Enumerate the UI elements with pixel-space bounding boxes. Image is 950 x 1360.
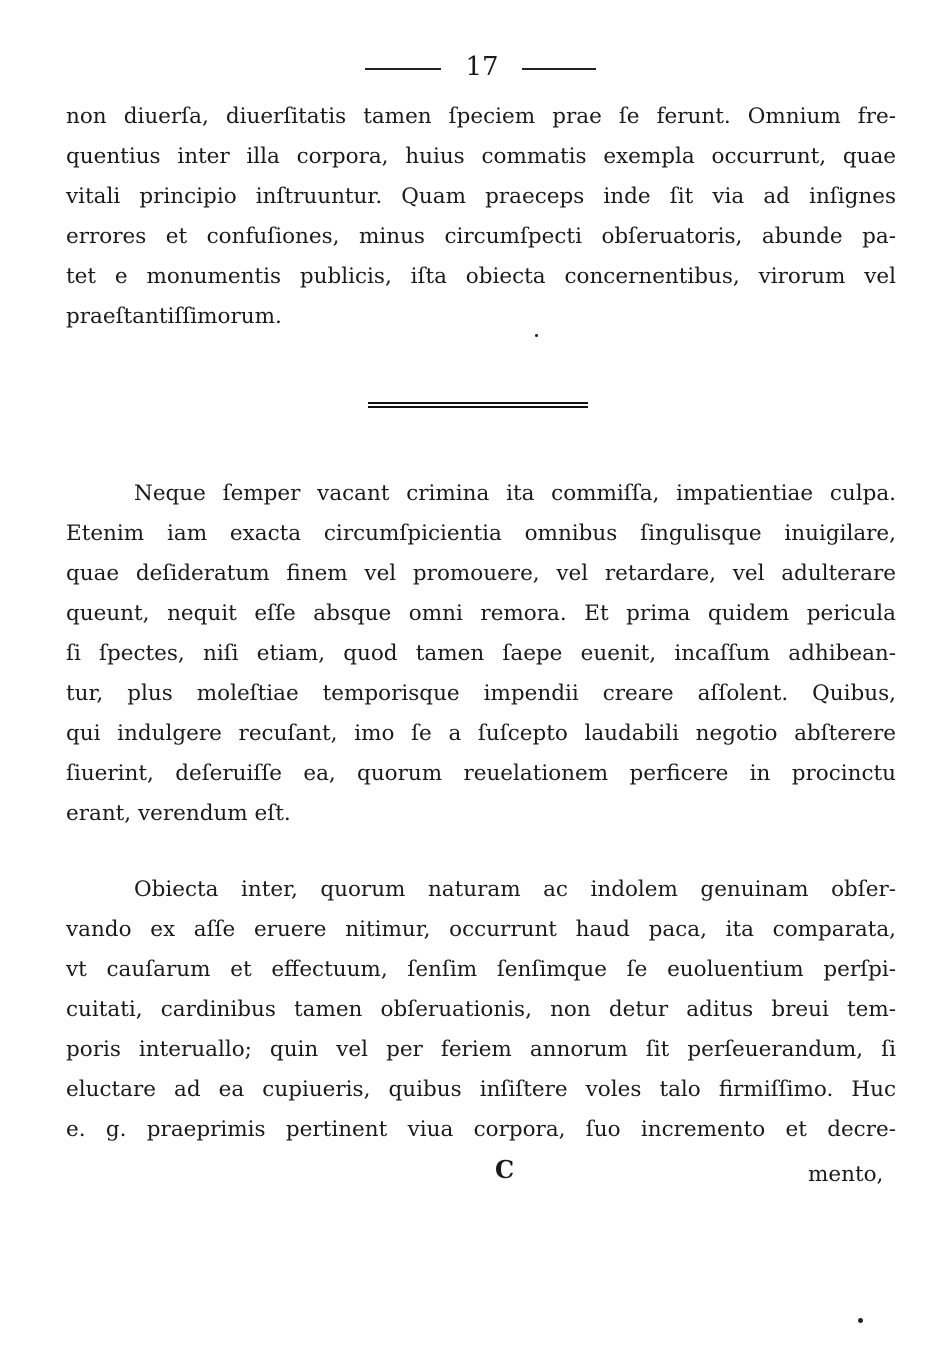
- text-line: Etenim iam exacta circumſpicientia omnibus ſingulisque inuigilare,: [66, 521, 896, 546]
- text-line: queunt, nequit eſſe absque omni remora. Et prima quidem pericula: [66, 601, 896, 626]
- text-line: errores et confuſiones, minus circumſpecti obſeruatoris, abunde pa-: [66, 224, 896, 249]
- text-line: vt cauſarum et effectuum, ſenſim ſenſimque ſe euoluentium perſpi-: [66, 957, 896, 982]
- text-line: poris interuallo; quin vel per feriem annorum ſit perſeuerandum, ſi: [66, 1037, 896, 1062]
- header-rule-right: [522, 68, 596, 70]
- text-line: vitali principio inſtruuntur. Quam praeceps inde ſit via ad inſignes: [66, 184, 896, 209]
- page-number: 17: [465, 52, 499, 82]
- paragraph-2: [66, 474, 896, 834]
- text-line: praeſtantiſſimorum.: [66, 304, 282, 329]
- paragraph-1: [66, 97, 896, 337]
- text-line: tet e monumentis publicis, iſta obiecta concernentibus, virorum vel: [66, 264, 896, 289]
- ink-speck: [858, 1318, 863, 1323]
- text-line: quae deſideratum finem vel promouere, vel retardare, vel adulterare: [66, 561, 896, 586]
- catchword: mento,: [808, 1162, 884, 1187]
- signature-mark: C: [495, 1155, 515, 1184]
- ink-speck: [535, 334, 538, 337]
- text-line: ſi ſpectes, niſi etiam, quod tamen ſaepe euenit, incaſſum adhibean-: [66, 641, 896, 666]
- text-line: eluctare ad ea cupiueris, quibus inſiſtere voles talo firmiſſimo. Huc: [66, 1077, 896, 1102]
- header-rule-left: [365, 68, 441, 70]
- text-line: cuitati, cardinibus tamen obſeruationis, non detur aditus breui tem-: [66, 997, 896, 1022]
- text-line: Obiecta inter, quorum naturam ac indolem genuinam obſer-: [134, 877, 896, 902]
- text-line: Neque ſemper vacant crimina ita commiſſa, impatientiae culpa.: [134, 481, 896, 506]
- text-line: qui indulgere recuſant, imo ſe a ſuſcepto laudabili negotio abſterere: [66, 721, 896, 746]
- text-line: vando ex aſſe eruere nitimur, occurrunt haud paca, ita comparata,: [66, 917, 896, 942]
- page-header: [0, 52, 950, 84]
- text-line: ſiuerint, deſeruiſſe ea, quorum reuelationem perficere in procinctu: [66, 761, 896, 786]
- text-line: tur, plus moleſtiae temporisque impendii creare aſſolent. Quibus,: [66, 681, 896, 706]
- text-line: non diuerſa, diuerſitatis tamen ſpeciem prae ſe ferunt. Omnium fre-: [66, 104, 896, 129]
- text-line: erant, verendum eſt.: [66, 801, 291, 826]
- section-divider: [368, 402, 588, 410]
- paragraph-3: [66, 870, 896, 1150]
- text-line: quentius inter illa corpora, huius commatis exempla occurrunt, quae: [66, 144, 896, 169]
- text-line: e. g. praeprimis pertinent viua corpora, ſuo incremento et decre-: [66, 1117, 896, 1142]
